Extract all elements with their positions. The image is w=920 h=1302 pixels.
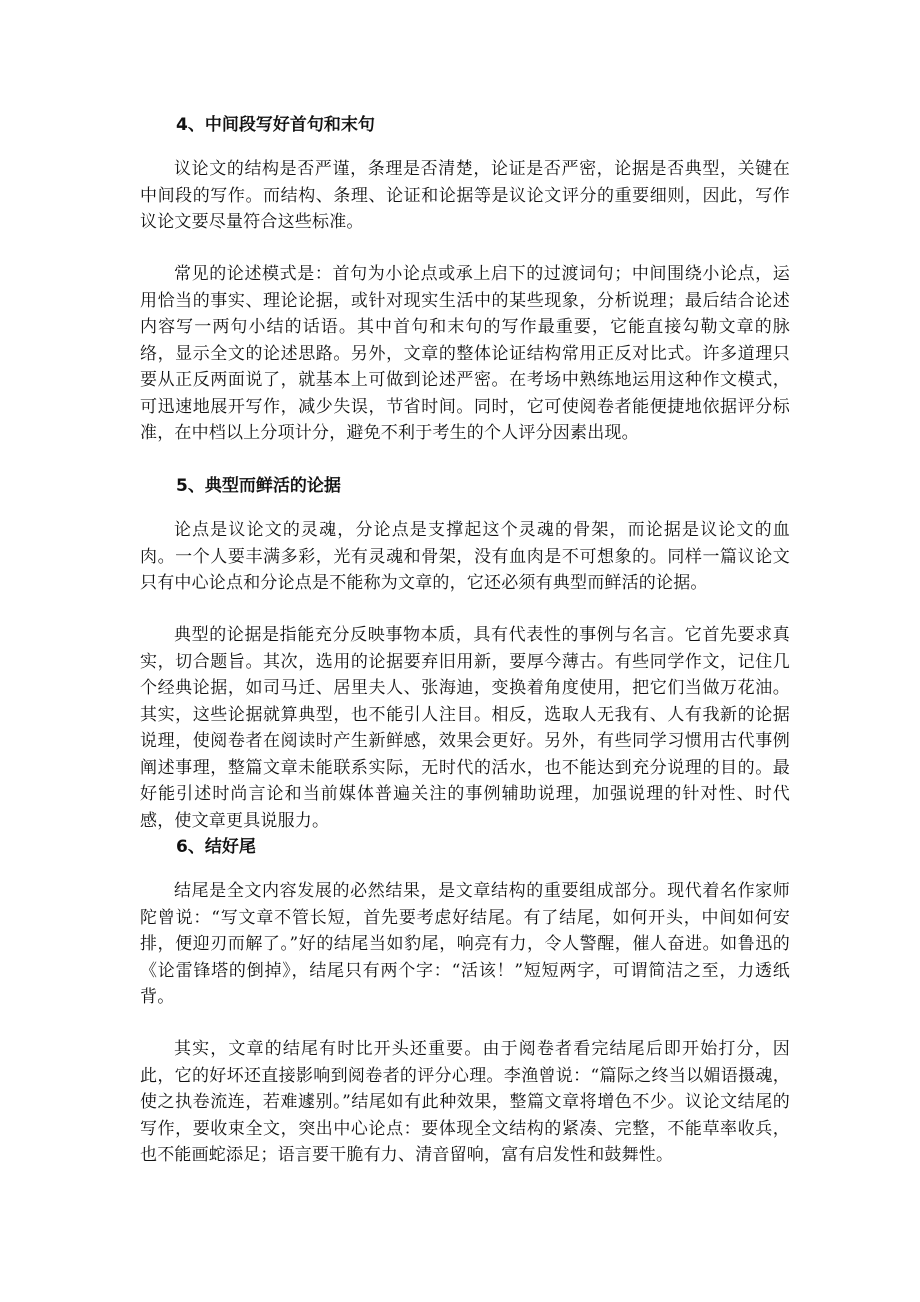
- section-6-paragraph-2: 其实，文章的结尾有时比开头还重要。由于阅卷者看完结尾后即开始打分，因此，它的好坏还直接影响到阅卷者的评分心理。李渔曾说：“篇际之终当以媚语摄魂，使之执卷流连，若难遽别。”结尾如有此种效果，整篇文章将增色不少。议论文结尾的写作，要收束全文，突出中心论点：要体现全文结构的紧凑、完整，不能草率收兵，也不能画蛇添足；语言要干脆有力、清音留响，富有启发性和鼓舞性。: [140, 1039, 790, 1165]
- section-5-paragraph-2: 典型的论据是指能充分反映事物本质，具有代表性的事例与名言。它首先要求真实，切合题旨。其次，选用的论据要弃旧用新，要厚今薄古。有些同学作文，记住几个经典论据，如司马迁、居里夫人、张海迪，变换着角度使用，把它们当做万花油。其实，这些论据就算典型，也不能引人注目。相反，选取人无我有、人有我新的论据说理，使阅卷者在阅读时产生新鲜感，效果会更好。另外，有些同学习惯用古代事例阐述事理，整篇文章未能联系实际，无时代的活水，也不能达到充分说理的目的。最好能引述时尚言论和当前媒体普遍关注的事例辅助说理，加强说理的针对性、时代感，使文章更具说服力。: [140, 625, 790, 831]
- section-4-paragraph-1: 议论文的结构是否严谨，条理是否清楚，论证是否严密，论据是否典型，关键在中间段的写作。而结构、条理、论证和论据等是议论文评分的重要细则，因此，写作议论文要尽量符合这些标准。: [140, 159, 790, 232]
- section-heading-6: 6、结好尾: [176, 837, 256, 857]
- section-4-paragraph-2: 常见的论述模式是：首句为小论点或承上启下的过渡词句；中间围绕小论点，运用恰当的事实、理论论据，或针对现实生活中的某些现象，分析说理；最后结合论述内容写一两句小结的话语。其中首句和末句的写作最重要，它能直接勾勒文章的脉络，显示全文的论述思路。另外，文章的整体论证结构常用正反对比式。许多道理只要从正反两面说了，就基本上可做到论述严密。在考场中熟练地运用这种作文模式，可迅速地展开写作，减少失误，节省时间。同时，它可使阅卷者能便捷地依据评分标准，在中档以上分项计分，避免不利于考生的个人评分因素出现。: [140, 264, 790, 443]
- section-heading-4: 4、中间段写好首句和末句: [176, 115, 375, 135]
- section-6-paragraph-1: 结尾是全文内容发展的必然结果，是文章结构的重要组成部分。现代着名作家师陀曾说：“写文章不管长短，首先要考虑好结尾。有了结尾，如何开头，中间如何安排，便迎刃而解了。”好的结尾当如豹尾，响亮有力，令人警醒，催人奋进。如鲁迅的《论雷锋塔的倒掉》，结尾只有两个字：“活该！”短短两字，可谓简洁之至，力透纸背。: [140, 881, 790, 1007]
- section-heading-5: 5、典型而鲜活的论据: [176, 476, 341, 496]
- section-5-paragraph-1: 论点是议论文的灵魂，分论点是支撑起这个灵魂的骨架，而论据是议论文的血肉。一个人要丰满多彩，光有灵魂和骨架，没有血肉是不可想象的。同样一篇议论文只有中心论点和分论点是不能称为文章的，它还必须有典型而鲜活的论据。: [140, 520, 790, 593]
